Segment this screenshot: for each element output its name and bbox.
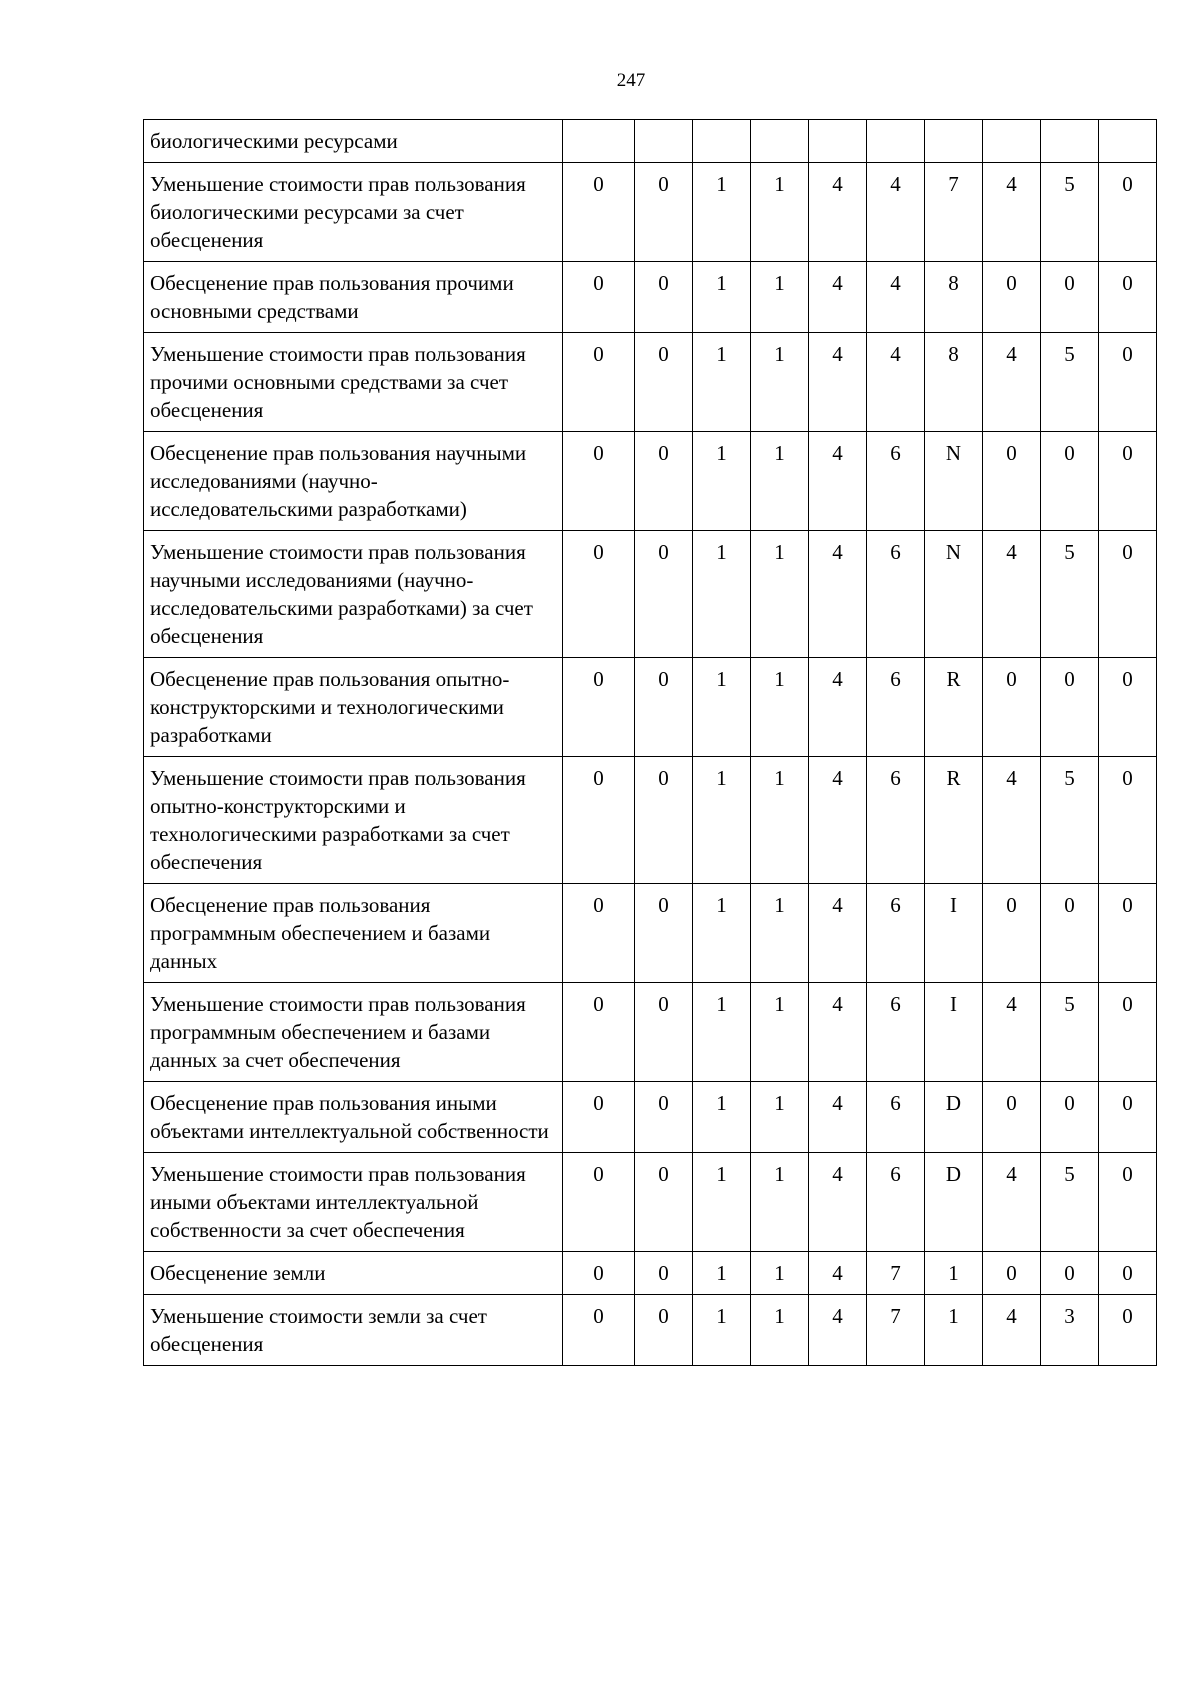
- code-digit-cell: 0: [983, 262, 1041, 333]
- row-label: биологическими ресурсами: [144, 120, 563, 163]
- code-digit-cell: 0: [1099, 757, 1157, 884]
- code-digit-cell: 0: [983, 1082, 1041, 1153]
- code-digit-cell: 1: [693, 432, 751, 531]
- code-digit-cell: 4: [809, 333, 867, 432]
- table-row: [144, 1153, 1157, 1252]
- code-digit-cell: 1: [925, 1252, 983, 1295]
- code-digit-cell: 1: [751, 163, 809, 262]
- code-digit-cell: 4: [809, 1252, 867, 1295]
- code-digit-cell: 0: [635, 1252, 693, 1295]
- row-label: Уменьшение стоимости прав пользования научными исследованиями (научно-исследовательскими разработками) за счет обесценения: [144, 531, 563, 658]
- code-digit-cell: 1: [751, 658, 809, 757]
- code-digit-cell: 4: [809, 1082, 867, 1153]
- code-digit-cell: 0: [1099, 163, 1157, 262]
- code-digit-cell: 1: [693, 1082, 751, 1153]
- code-digit-cell: I: [925, 983, 983, 1082]
- row-label: Обесценение прав пользования программным обеспечением и базами данных: [144, 884, 563, 983]
- code-digit-cell: [1041, 120, 1099, 163]
- code-digit-cell: 7: [925, 163, 983, 262]
- code-digit-cell: 1: [693, 163, 751, 262]
- code-digit-cell: [809, 120, 867, 163]
- table-row: [144, 658, 1157, 757]
- code-digit-cell: 4: [867, 333, 925, 432]
- row-label: Уменьшение стоимости прав пользования биологическими ресурсами за счет обесценения: [144, 163, 563, 262]
- row-label: Обесценение земли: [144, 1252, 563, 1295]
- table-row: [144, 163, 1157, 262]
- code-digit-cell: 0: [635, 262, 693, 333]
- code-digit-cell: 1: [751, 1153, 809, 1252]
- code-digit-cell: 3: [1041, 1295, 1099, 1366]
- code-digit-cell: R: [925, 757, 983, 884]
- code-digit-cell: 7: [867, 1252, 925, 1295]
- code-digit-cell: 0: [983, 658, 1041, 757]
- code-digit-cell: 0: [1099, 1082, 1157, 1153]
- code-digit-cell: 0: [563, 1082, 635, 1153]
- code-digit-cell: 0: [563, 1153, 635, 1252]
- code-digit-cell: 6: [867, 983, 925, 1082]
- code-digit-cell: 0: [1041, 432, 1099, 531]
- code-digit-cell: 4: [809, 432, 867, 531]
- code-digit-cell: [751, 120, 809, 163]
- code-digit-cell: 0: [635, 531, 693, 658]
- code-digit-cell: 1: [751, 1295, 809, 1366]
- row-label: Уменьшение стоимости прав пользования опытно-конструкторскими и технологическими разработками за счет обеспечения: [144, 757, 563, 884]
- code-digit-cell: 0: [635, 1082, 693, 1153]
- code-digit-cell: 7: [867, 1295, 925, 1366]
- code-digit-cell: 1: [693, 262, 751, 333]
- code-digit-cell: 6: [867, 531, 925, 658]
- code-digit-cell: 5: [1041, 983, 1099, 1082]
- code-digit-cell: 0: [1099, 531, 1157, 658]
- code-digit-cell: 0: [563, 432, 635, 531]
- code-digit-cell: 6: [867, 658, 925, 757]
- row-label: Обесценение прав пользования прочими основными средствами: [144, 262, 563, 333]
- code-digit-cell: 1: [751, 1252, 809, 1295]
- code-digit-cell: 0: [635, 163, 693, 262]
- code-digit-cell: 0: [635, 658, 693, 757]
- code-digit-cell: 6: [867, 757, 925, 884]
- table-body: [144, 120, 1157, 1366]
- code-digit-cell: 8: [925, 262, 983, 333]
- code-digit-cell: 6: [867, 1082, 925, 1153]
- code-digit-cell: 1: [693, 658, 751, 757]
- code-digit-cell: [1099, 120, 1157, 163]
- code-digit-cell: 1: [751, 1082, 809, 1153]
- code-digit-cell: 0: [563, 757, 635, 884]
- code-digit-cell: 0: [1099, 1295, 1157, 1366]
- code-digit-cell: 4: [983, 1153, 1041, 1252]
- code-digit-cell: 1: [925, 1295, 983, 1366]
- code-digit-cell: 0: [563, 658, 635, 757]
- code-digit-cell: 1: [751, 333, 809, 432]
- code-digit-cell: 1: [751, 531, 809, 658]
- code-digit-cell: 1: [693, 1252, 751, 1295]
- code-digit-cell: 4: [983, 757, 1041, 884]
- code-digit-cell: 4: [983, 163, 1041, 262]
- code-digit-cell: 4: [809, 983, 867, 1082]
- code-digit-cell: 0: [1099, 1153, 1157, 1252]
- code-digit-cell: 1: [751, 432, 809, 531]
- code-digit-cell: 0: [983, 1252, 1041, 1295]
- code-digit-cell: 5: [1041, 531, 1099, 658]
- code-digit-cell: 4: [867, 163, 925, 262]
- row-label: Уменьшение стоимости прав пользования прочими основными средствами за счет обесценения: [144, 333, 563, 432]
- code-digit-cell: 0: [635, 983, 693, 1082]
- code-digit-cell: 1: [693, 983, 751, 1082]
- code-digit-cell: R: [925, 658, 983, 757]
- code-digit-cell: 1: [751, 884, 809, 983]
- code-digit-cell: 0: [563, 262, 635, 333]
- code-digit-cell: 0: [1099, 884, 1157, 983]
- code-digit-cell: 1: [693, 757, 751, 884]
- code-digit-cell: 4: [983, 333, 1041, 432]
- code-digit-cell: 1: [693, 531, 751, 658]
- table-row: [144, 1252, 1157, 1295]
- code-digit-cell: 5: [1041, 757, 1099, 884]
- table-row: [144, 1295, 1157, 1366]
- code-digit-cell: 0: [563, 884, 635, 983]
- code-digit-cell: 0: [1041, 1082, 1099, 1153]
- code-digit-cell: [983, 120, 1041, 163]
- code-digit-cell: 0: [635, 884, 693, 983]
- code-digit-cell: 4: [809, 1153, 867, 1252]
- table-row: [144, 1082, 1157, 1153]
- code-digit-cell: 4: [809, 658, 867, 757]
- code-digit-cell: 0: [983, 432, 1041, 531]
- code-digit-cell: 0: [1099, 432, 1157, 531]
- row-label: Уменьшение стоимости прав пользования программным обеспечением и базами данных за счет обеспечения: [144, 983, 563, 1082]
- code-digit-cell: 1: [693, 884, 751, 983]
- code-digit-cell: 0: [563, 333, 635, 432]
- table-row: [144, 757, 1157, 884]
- code-digit-cell: 0: [1099, 658, 1157, 757]
- code-digit-cell: 4: [809, 884, 867, 983]
- code-digit-cell: 1: [751, 262, 809, 333]
- code-digit-cell: [635, 120, 693, 163]
- code-digit-cell: 0: [1099, 983, 1157, 1082]
- code-digit-cell: 5: [1041, 333, 1099, 432]
- table-row: [144, 884, 1157, 983]
- code-digit-cell: D: [925, 1153, 983, 1252]
- code-digit-cell: 5: [1041, 1153, 1099, 1252]
- code-digit-cell: 6: [867, 432, 925, 531]
- code-digit-cell: N: [925, 531, 983, 658]
- code-digit-cell: 0: [1041, 884, 1099, 983]
- code-digit-cell: 1: [693, 333, 751, 432]
- row-label: Уменьшение стоимости земли за счет обесценения: [144, 1295, 563, 1366]
- code-digit-cell: 1: [693, 1295, 751, 1366]
- table-row: [144, 262, 1157, 333]
- row-label: Обесценение прав пользования научными исследованиями (научно-исследовательскими разработками): [144, 432, 563, 531]
- table-row: [144, 531, 1157, 658]
- row-label: Уменьшение стоимости прав пользования иными объектами интеллектуальной собственности за счет обеспечения: [144, 1153, 563, 1252]
- code-digit-cell: 0: [1099, 262, 1157, 333]
- table-row: [144, 983, 1157, 1082]
- code-digit-cell: 0: [635, 333, 693, 432]
- code-digit-cell: 0: [1041, 1252, 1099, 1295]
- code-digit-cell: [693, 120, 751, 163]
- code-digit-cell: 0: [1041, 658, 1099, 757]
- code-digit-cell: 4: [809, 262, 867, 333]
- code-digit-cell: 0: [563, 983, 635, 1082]
- code-digit-cell: 8: [925, 333, 983, 432]
- table-row: [144, 333, 1157, 432]
- code-digit-cell: 0: [563, 163, 635, 262]
- code-digit-cell: 4: [983, 983, 1041, 1082]
- code-digit-cell: 0: [635, 757, 693, 884]
- code-digit-cell: 1: [693, 1153, 751, 1252]
- code-digit-cell: 1: [751, 983, 809, 1082]
- row-label: Обесценение прав пользования иными объектами интеллектуальной собственности: [144, 1082, 563, 1153]
- code-digit-cell: 4: [809, 1295, 867, 1366]
- code-digit-cell: [925, 120, 983, 163]
- code-digit-cell: 0: [1041, 262, 1099, 333]
- code-digit-cell: N: [925, 432, 983, 531]
- code-digit-cell: 0: [1099, 333, 1157, 432]
- table-row: [144, 120, 1157, 163]
- code-digit-cell: 0: [635, 1153, 693, 1252]
- code-digit-cell: 0: [563, 531, 635, 658]
- code-digit-cell: 0: [563, 1252, 635, 1295]
- page-number: 247: [616, 70, 646, 91]
- code-digit-cell: D: [925, 1082, 983, 1153]
- code-digit-cell: 0: [1099, 1252, 1157, 1295]
- code-digit-cell: 4: [809, 531, 867, 658]
- account-codes-table: [143, 119, 1157, 1366]
- code-digit-cell: [867, 120, 925, 163]
- table-row: [144, 432, 1157, 531]
- code-digit-cell: 0: [635, 432, 693, 531]
- code-digit-cell: 6: [867, 1153, 925, 1252]
- code-digit-cell: 4: [867, 262, 925, 333]
- code-digit-cell: 6: [867, 884, 925, 983]
- code-digit-cell: 0: [635, 1295, 693, 1366]
- code-digit-cell: I: [925, 884, 983, 983]
- code-digit-cell: [563, 120, 635, 163]
- row-label: Обесценение прав пользования опытно-конструкторскими и технологическими разработками: [144, 658, 563, 757]
- code-digit-cell: 0: [563, 1295, 635, 1366]
- code-digit-cell: 4: [809, 163, 867, 262]
- code-digit-cell: 4: [983, 1295, 1041, 1366]
- code-digit-cell: 0: [983, 884, 1041, 983]
- code-digit-cell: 4: [809, 757, 867, 884]
- code-digit-cell: 5: [1041, 163, 1099, 262]
- code-digit-cell: 4: [983, 531, 1041, 658]
- code-digit-cell: 1: [751, 757, 809, 884]
